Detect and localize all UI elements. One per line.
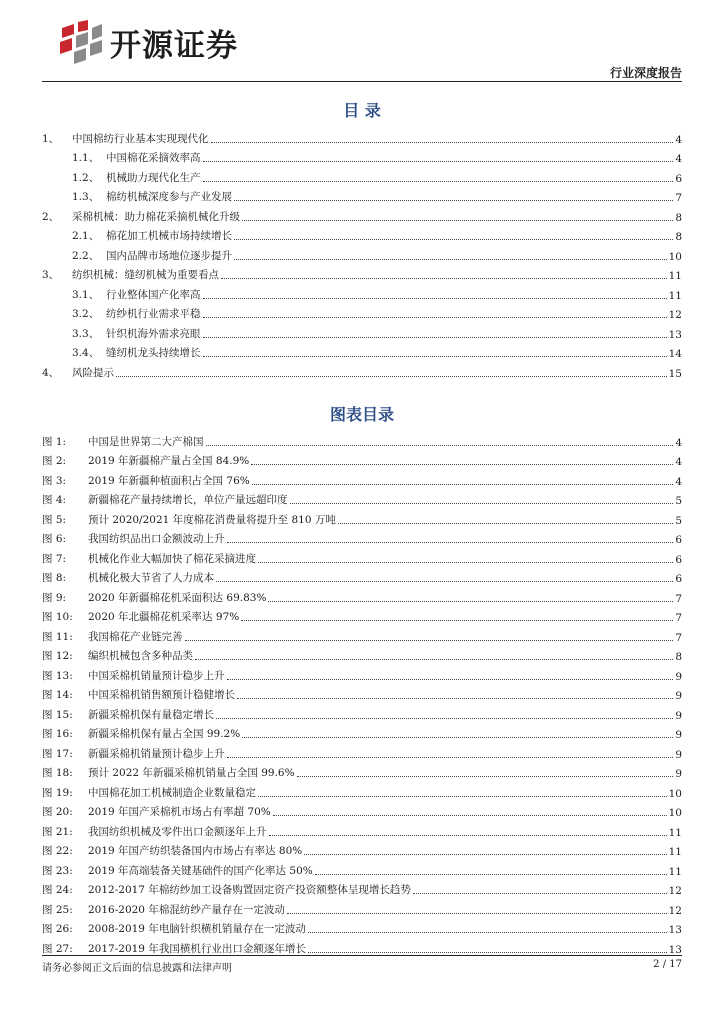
- entry-title: 2019 年新疆种植面积占全国 76%: [88, 474, 250, 487]
- dot-leader: [206, 445, 674, 446]
- entry-title: 行业整体国产化率高: [106, 288, 201, 301]
- entry-page: 7: [675, 612, 682, 624]
- entry-title: 2016-2020 年棉混纺纱产量存在一定波动: [88, 903, 285, 916]
- entry-page: 4: [675, 153, 682, 165]
- entry-number: 图 1:: [42, 435, 67, 448]
- company-logo: [58, 18, 238, 66]
- entry-page: 13: [668, 328, 682, 341]
- dot-leader: [315, 874, 667, 875]
- figure-index-entry[interactable]: [42, 858, 682, 878]
- entry-number: 图 8:: [42, 572, 67, 584]
- entry-page: 6: [675, 534, 682, 546]
- entry-title: 2020 年新疆棉花机采面积达 69.83%: [88, 591, 267, 604]
- entry-title: 我国纺织机械及零件出口金额逐年上升: [88, 825, 267, 838]
- entry-number: 图 20:: [42, 806, 73, 818]
- entry-number: 图 21:: [42, 825, 73, 838]
- figure-index-entry[interactable]: [42, 878, 682, 898]
- entry-title: 新疆采棉机保有量稳定增长: [88, 708, 214, 721]
- entry-page: 5: [675, 495, 682, 507]
- entry-page: 9: [675, 729, 682, 741]
- entry-number: 3.4、: [72, 347, 100, 359]
- figure-index-entry[interactable]: [42, 663, 682, 683]
- entry-page: 4: [675, 475, 682, 488]
- entry-number: 3.2、: [72, 308, 100, 320]
- figure-index-entry[interactable]: [42, 507, 682, 527]
- toc-entry[interactable]: [42, 165, 682, 185]
- figure-index-entry[interactable]: [42, 761, 682, 781]
- entry-title: 风险提示: [72, 366, 114, 379]
- entry-number: 图 14:: [42, 689, 73, 701]
- dot-leader: [258, 562, 673, 563]
- entry-number: 1、: [42, 132, 60, 145]
- dot-leader: [203, 161, 674, 162]
- entry-number: 图 13:: [42, 669, 73, 682]
- entry-number: 4、: [42, 366, 60, 379]
- table-of-contents: [42, 126, 682, 380]
- figure-index-entry[interactable]: [42, 527, 682, 547]
- entry-page: 10: [668, 807, 682, 819]
- footer-rule: [42, 955, 682, 956]
- entry-page: 9: [675, 709, 682, 722]
- entry-title: 2020 年北疆棉花机采率达 97%: [88, 611, 240, 623]
- figure-index-entry[interactable]: [42, 722, 682, 742]
- entry-number: 图 9:: [42, 591, 67, 604]
- toc-entry[interactable]: [42, 146, 682, 166]
- figure-index-entry[interactable]: [42, 449, 682, 469]
- figure-index-entry[interactable]: [42, 780, 682, 800]
- entry-title: 我国纺织品出口金额波动上升: [88, 533, 225, 545]
- entry-number: 图 16:: [42, 728, 73, 740]
- entry-number: 图 25:: [42, 903, 73, 916]
- entry-page: 11: [668, 865, 682, 878]
- entry-title: 中国棉花采摘效率高: [106, 152, 201, 164]
- dot-leader: [195, 659, 673, 660]
- dot-leader: [268, 601, 673, 602]
- dot-leader: [242, 220, 673, 221]
- toc-entry[interactable]: [42, 204, 682, 224]
- toc-entry[interactable]: [42, 341, 682, 361]
- dot-leader: [269, 835, 667, 836]
- entry-number: 图 4:: [42, 494, 67, 506]
- toc-entry[interactable]: [42, 282, 682, 302]
- entry-page: 11: [668, 846, 682, 858]
- dot-leader: [185, 640, 674, 641]
- entry-number: 图 5:: [42, 513, 67, 526]
- dot-leader: [203, 181, 674, 182]
- entry-number: 图 15:: [42, 708, 73, 721]
- entry-title: 新疆采棉机销量预计稳步上升: [88, 747, 225, 760]
- entry-title: 2012-2017 年棉纺纱加工设备购置固定资产投资额整体呈现增长趋势: [88, 884, 411, 896]
- entry-title: 中国是世界第二大产棉国: [88, 435, 204, 448]
- dot-leader: [338, 523, 673, 524]
- entry-title: 编织机械包含多种品类: [88, 650, 193, 662]
- dot-leader: [227, 542, 674, 543]
- figure-index-entry[interactable]: [42, 566, 682, 586]
- entry-title: 缝纫机龙头持续增长: [106, 347, 201, 359]
- entry-title: 2017-2019 年我国横机行业出口金额逐年增长: [88, 942, 306, 955]
- entry-page: 12: [668, 904, 682, 917]
- figure-index-title: 图表目录: [329, 405, 394, 424]
- dot-leader: [308, 952, 667, 953]
- entry-title: 预计 2022 年新疆采棉机销量占全国 99.6%: [88, 767, 295, 779]
- dot-leader: [211, 142, 674, 143]
- page-number: 2 / 17: [653, 959, 682, 970]
- entry-number: 图 7:: [42, 552, 67, 565]
- entry-title: 中国采棉机销售额预计稳健增长: [88, 689, 235, 701]
- entry-number: 图 26:: [42, 923, 73, 935]
- entry-title: 纺织机械：缝纫机械为重要看点: [72, 269, 219, 281]
- dot-leader: [116, 376, 667, 377]
- toc-entry[interactable]: [42, 302, 682, 322]
- entry-page: 6: [675, 573, 682, 585]
- header-rule: [42, 81, 682, 82]
- dot-leader: [203, 298, 667, 299]
- entry-title: 针织机海外需求亮眼: [106, 327, 201, 340]
- logo-mark-icon: [58, 20, 104, 64]
- dot-leader: [234, 259, 667, 260]
- entry-number: 3.3、: [72, 327, 100, 340]
- entry-page: 8: [675, 651, 682, 663]
- entry-title: 预计 2020/2021 年度棉花消费量将提升至 810 万吨: [88, 513, 336, 526]
- entry-number: 图 12:: [42, 650, 73, 662]
- entry-number: 3.1、: [72, 288, 100, 301]
- dot-leader: [413, 893, 667, 894]
- page-header: [0, 0, 724, 84]
- figure-index-entry[interactable]: [42, 800, 682, 820]
- dot-leader: [234, 239, 673, 240]
- entry-page: 11: [668, 826, 682, 839]
- dot-leader: [308, 932, 667, 933]
- entry-title: 2019 年国产纺织装备国内市场占有率达 80%: [88, 845, 303, 857]
- figure-index-entry[interactable]: [42, 917, 682, 937]
- entry-number: 图 18:: [42, 767, 73, 779]
- entry-number: 图 3:: [42, 474, 67, 487]
- figure-index: [42, 429, 682, 956]
- entry-page: 13: [668, 943, 682, 956]
- entry-title: 机械化作业大幅加快了棉花采摘进度: [88, 552, 256, 565]
- entry-page: 4: [675, 436, 682, 449]
- entry-number: 图 10:: [42, 611, 73, 623]
- entry-number: 3、: [42, 269, 60, 281]
- report-type-label: 行业深度报告: [609, 66, 682, 80]
- toc-entry[interactable]: [42, 126, 682, 146]
- entry-page: 6: [675, 553, 682, 566]
- figure-index-entry[interactable]: [42, 429, 682, 449]
- figure-index-entry[interactable]: [42, 585, 682, 605]
- figure-index-entry[interactable]: [42, 468, 682, 488]
- company-name: 开源证券: [110, 27, 238, 64]
- figure-index-entry[interactable]: [42, 624, 682, 644]
- entry-number: 图 22:: [42, 845, 73, 857]
- dot-leader: [203, 337, 667, 338]
- entry-number: 图 6:: [42, 533, 67, 545]
- figure-index-entry[interactable]: [42, 683, 682, 703]
- dot-leader: [258, 796, 667, 797]
- entry-page: 9: [675, 748, 682, 761]
- entry-page: 8: [675, 231, 682, 243]
- figure-index-entry[interactable]: [42, 936, 682, 956]
- entry-title: 机械助力现代化生产: [106, 171, 201, 184]
- toc-entry[interactable]: [42, 263, 682, 283]
- entry-number: 图 24:: [42, 884, 73, 896]
- dot-leader: [297, 776, 674, 777]
- entry-title: 棉花加工机械市场持续增长: [106, 230, 232, 242]
- entry-title: 2019 年国产采棉机市场占有率超 70%: [88, 806, 271, 818]
- dot-leader: [237, 698, 673, 699]
- entry-title: 2019 年新疆棉产量占全国 84.9%: [88, 455, 250, 467]
- dot-leader: [287, 913, 667, 914]
- entry-page: 14: [668, 348, 682, 360]
- entry-number: 2、: [42, 210, 60, 223]
- entry-title: 机械化极大节省了人力成本: [88, 572, 214, 584]
- entry-title: 纺纱机行业需求平稳: [106, 308, 201, 320]
- toc-entry[interactable]: [42, 243, 682, 263]
- dot-leader: [273, 815, 667, 816]
- entry-page: 7: [675, 192, 682, 204]
- toc-entry[interactable]: [42, 360, 682, 380]
- entry-page: 13: [668, 924, 682, 936]
- entry-number: 1.2、: [72, 171, 100, 184]
- entry-title: 新疆采棉机保有量占全国 99.2%: [88, 728, 241, 740]
- figure-index-entry[interactable]: [42, 897, 682, 917]
- dot-leader: [227, 757, 674, 758]
- entry-page: 12: [668, 885, 682, 897]
- entry-number: 图 27:: [42, 942, 73, 955]
- figure-index-entry[interactable]: [42, 644, 682, 664]
- entry-number: 图 17:: [42, 747, 73, 760]
- entry-page: 9: [675, 690, 682, 702]
- entry-page: 4: [675, 133, 682, 146]
- entry-title: 国内品牌市场地位逐步提升: [106, 249, 232, 262]
- figure-index-entry[interactable]: [42, 741, 682, 761]
- entry-page: 8: [675, 211, 682, 224]
- dot-leader: [304, 854, 666, 855]
- dot-leader: [241, 620, 673, 621]
- entry-page: 12: [668, 309, 682, 321]
- entry-page: 10: [668, 250, 682, 263]
- entry-page: 11: [668, 289, 682, 302]
- dot-leader: [234, 200, 673, 201]
- entry-page: 15: [668, 367, 682, 380]
- entry-number: 图 2:: [42, 455, 67, 467]
- dot-leader: [216, 718, 673, 719]
- toc-title: 目 录: [343, 101, 381, 120]
- entry-title: 中国棉花加工机械制造企业数量稳定: [88, 786, 256, 799]
- entry-title: 2019 年高端装备关键基础件的国产化率达 50%: [88, 864, 313, 877]
- entry-title: 新疆棉花产量持续增长，单位产量远超印度: [88, 494, 288, 506]
- dot-leader: [251, 464, 673, 465]
- entry-page: 5: [675, 514, 682, 527]
- entry-page: 9: [675, 670, 682, 683]
- dot-leader: [203, 356, 667, 357]
- figure-index-entry[interactable]: [42, 546, 682, 566]
- dot-leader: [242, 737, 673, 738]
- entry-number: 图 23:: [42, 864, 73, 877]
- toc-entry[interactable]: [42, 224, 682, 244]
- entry-title: 中国棉纺行业基本实现现代化: [72, 132, 209, 145]
- entry-title: 我国棉花产业链完善: [88, 630, 183, 643]
- dot-leader: [290, 503, 674, 504]
- entry-title: 2008-2019 年电脑针织横机销量存在一定波动: [88, 923, 306, 935]
- entry-number: 图 11:: [42, 630, 73, 643]
- entry-title: 中国采棉机销量预计稳步上升: [88, 669, 225, 682]
- entry-page: 7: [675, 631, 682, 644]
- figure-index-entry[interactable]: [42, 819, 682, 839]
- entry-title: 采棉机械：助力棉花采摘机械化升级: [72, 210, 240, 223]
- dot-leader: [221, 278, 667, 279]
- entry-title: 棉纺机械深度参与产业发展: [106, 191, 232, 203]
- entry-page: 6: [675, 172, 682, 185]
- toc-entry[interactable]: [42, 321, 682, 341]
- footer-disclaimer: 请务必参阅正文后面的信息披露和法律声明: [42, 963, 232, 974]
- figure-index-entry[interactable]: [42, 702, 682, 722]
- entry-page: 11: [668, 270, 682, 282]
- dot-leader: [227, 679, 674, 680]
- entry-page: 7: [675, 592, 682, 605]
- entry-page: 10: [668, 787, 682, 800]
- figure-index-entry[interactable]: [42, 839, 682, 859]
- figure-index-entry[interactable]: [42, 605, 682, 625]
- entry-number: 2.2、: [72, 249, 100, 262]
- figure-index-entry[interactable]: [42, 488, 682, 508]
- entry-number: 1.1、: [72, 152, 100, 164]
- dot-leader: [203, 317, 667, 318]
- entry-number: 2.1、: [72, 230, 100, 242]
- dot-leader: [216, 581, 673, 582]
- entry-page: 9: [675, 768, 682, 780]
- toc-entry[interactable]: [42, 185, 682, 205]
- entry-page: 4: [675, 456, 682, 468]
- dot-leader: [252, 484, 674, 485]
- entry-number: 1.3、: [72, 191, 100, 203]
- entry-number: 图 19:: [42, 786, 73, 799]
